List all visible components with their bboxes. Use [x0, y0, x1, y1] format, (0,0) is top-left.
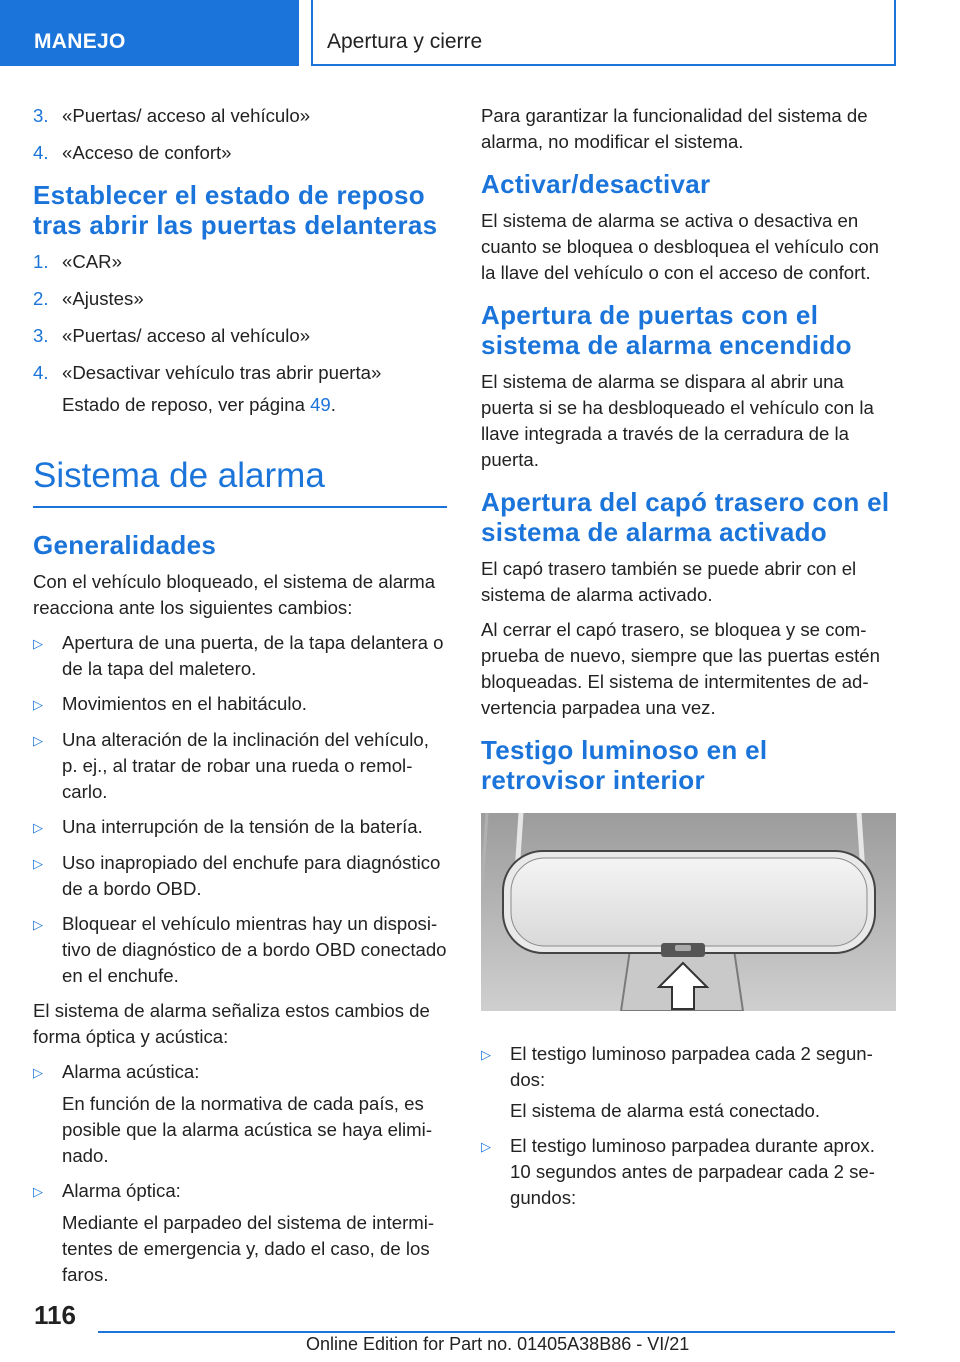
header-section-tab [0, 0, 299, 66]
heading-apertura-puertas: Apertura de puertas con el sistema de alarma encendido [481, 300, 852, 360]
heading-testigo: Testigo luminoso en el retrovisor interior [481, 735, 768, 795]
paragraph: Para garantizar la funcionalidad del sistema de alarma, no modificar el sistema. [481, 105, 868, 152]
paragraph: El sistema de alarma se activa o desactiva en cuanto se bloquea o desbloquea el vehículo con la llave del vehículo o con el acceso de confort. [481, 210, 880, 283]
header-chapter-title: Apertura y cierre [327, 30, 483, 53]
reposo-note [33, 392, 447, 418]
rearview-mirror-illustration [481, 813, 896, 1011]
bullet-subtext: En función de la normativa de cada país, es posible que la alarma acústica se haya eliminado. [62, 1093, 433, 1166]
triangle-bullet-icon: ▷ [33, 1184, 43, 1199]
heading-capo: Apertura del capó trasero con el sistema de alarma activado [481, 487, 890, 547]
bullet-item [33, 850, 447, 902]
list-text: «Puertas/ acceso al vehículo» [62, 325, 311, 346]
list-text: «CAR» [62, 251, 122, 272]
left-column [33, 103, 447, 1297]
heading-reposo: Establecer el estado de reposo tras abrir las puertas delanteras [33, 180, 438, 240]
bullet-item [33, 911, 447, 989]
triangle-bullet-icon: ▷ [481, 1047, 491, 1062]
list-number: 4. [33, 142, 49, 163]
triangle-bullet-icon: ▷ [33, 733, 43, 748]
triangle-bullet-icon: ▷ [33, 820, 43, 835]
bullet-text: Apertura de una puerta, de la tapa delantera o de la tapa del maletero. [62, 632, 444, 679]
list-text: «Ajustes» [62, 288, 144, 309]
heading-generalidades: Generalidades [33, 530, 217, 560]
bullet-text: Alarma óptica: [62, 1180, 181, 1201]
right-column [481, 103, 896, 1220]
bullet-subtext: El sistema de alarma está conectado. [510, 1100, 821, 1121]
bullet-item [33, 814, 447, 841]
triangle-bullet-icon: ▷ [33, 917, 43, 932]
bullet-text: Alarma acústica: [62, 1061, 200, 1082]
paragraph: Con el vehículo bloqueado, el sistema de alarma reacciona ante los siguientes cambios: [33, 571, 436, 618]
bullet-item [33, 1059, 447, 1086]
heading-activar: Activar/desactivar [481, 169, 711, 199]
list-number: 4. [33, 362, 49, 383]
bullet-text: Movimientos en el habitáculo. [62, 693, 307, 714]
list-item [33, 249, 447, 275]
bullet-text: El testigo luminoso parpadea cada 2 segundos: [510, 1043, 873, 1090]
bullet-text: Una alteración de la inclinación del vehículo, p. ej., al tratar de robar una rueda o remolcarlo. [62, 729, 429, 802]
bullet-text: Uso inapropiado del enchufe para diagnóstico de a bordo OBD. [62, 852, 441, 899]
list-item [33, 360, 447, 386]
list-item [33, 103, 447, 129]
triangle-bullet-icon: ▷ [33, 1065, 43, 1080]
bullet-item [33, 1178, 447, 1205]
list-item [33, 140, 447, 166]
bullet-text: Bloquear el vehículo mientras hay un dispositivo de diagnóstico de a bordo OBD conectado en el enchufe. [62, 913, 447, 986]
bullet-item [481, 1041, 896, 1093]
bullet-text: Una interrupción de la tensión de la batería. [62, 816, 423, 837]
list-text: «Puertas/ acceso al vehículo» [62, 105, 311, 126]
list-number: 2. [33, 288, 49, 309]
header-chapter-box [311, 0, 896, 66]
list-text: «Desactivar vehículo tras abrir puerta» [62, 362, 382, 383]
list-text: «Acceso de confort» [62, 142, 232, 163]
bullet-subtext: Mediante el parpadeo del sistema de intermitentes de emergencia y, dado el caso, de los faros. [62, 1212, 435, 1285]
bullet-text: El testigo luminoso parpadea durante aprox. 10 segundos antes de parpadear cada 2 segundos: [510, 1135, 875, 1208]
bullet-item [33, 691, 447, 718]
list-number: 1. [33, 251, 49, 272]
bullet-item [33, 727, 447, 805]
page-number: 116 [34, 1300, 76, 1330]
triangle-bullet-icon: ▷ [481, 1139, 491, 1154]
list-number: 3. [33, 105, 49, 126]
list-number: 3. [33, 325, 49, 346]
list-item [33, 286, 447, 312]
header-section-title: MANEJO [34, 30, 126, 53]
triangle-bullet-icon: ▷ [33, 636, 43, 651]
bullet-item [481, 1133, 896, 1211]
triangle-bullet-icon: ▷ [33, 856, 43, 871]
paragraph: Al cerrar el capó trasero, se bloquea y se comprueba de nuevo, siempre que las puertas estén bloqueadas. El sistema de intermitentes de advertencia parpadea una vez. [481, 619, 880, 718]
paragraph: El sistema de alarma señaliza estos cambios de forma óptica y acústica: [33, 1000, 430, 1047]
heading-sistema-alarma: Sistema de alarma [33, 456, 447, 508]
reposo-note-text: Estado de reposo, ver página [62, 394, 311, 415]
reposo-note-end: . [330, 394, 336, 415]
bullet-item [33, 630, 447, 682]
paragraph: El sistema de alarma se dispara al abrir una puerta si se ha desbloqueado el vehículo con la llave integrada a través de la cerradura de la puerta. [481, 371, 874, 470]
footer-divider [98, 1331, 895, 1333]
triangle-bullet-icon: ▷ [33, 697, 43, 712]
page-reference-link[interactable]: 49 [310, 394, 331, 415]
paragraph: El capó trasero también se puede abrir con el sistema de alarma activado. [481, 558, 857, 605]
footer-edition: Online Edition for Part no. 01405A38B86 - VI/21 [306, 1334, 690, 1354]
list-item [33, 323, 447, 349]
